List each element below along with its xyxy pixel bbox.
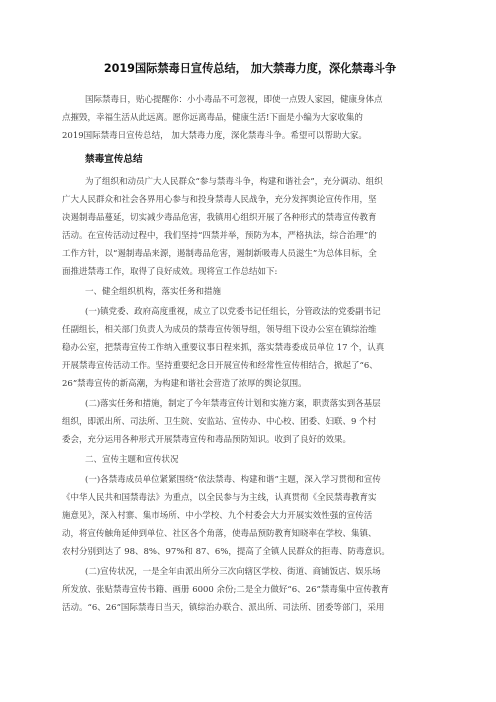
subheading-line: 二、宣传主题和宣传状况 <box>85 455 179 465</box>
paragraph-line: 决遏制毒品蔓延，切实减少毒品危害，我镇用心组织开展了各种形式的禁毒宣传教育 <box>62 213 377 223</box>
paragraph-line: 动，将宣传触角延伸到单位、社区各个角落，使毒品预防教育知晓率在学校、集镇、 <box>62 529 377 539</box>
subheading-line: 一、健全组织机构，落实任务和措施 <box>85 287 222 297</box>
paragraph-line: 《中华人民共和国禁毒法》为重点，以全民参与为主线，认真贯彻《全民禁毒教育实 <box>62 493 377 503</box>
section-heading: 禁毒宣传总结 <box>85 154 143 165</box>
paragraph-line: 广大人民群众和社会各界用心参与和投身禁毒人民战争，充分发挥舆论宣传作用，坚 <box>62 195 377 205</box>
paragraph-line: 为了组织和动员广大人民群众“参与禁毒斗争，构建和谐社会”，充分调动、组织 <box>85 177 383 187</box>
paragraph-line: (二)落实任务和措施，制定了今年禁毒宣传计划和实施方案，职责落实到各基层 <box>85 399 381 409</box>
paragraph-line: 所发放、张贴禁毒宣传书籍、画册 6000 余份;二是全力做好“6、26”禁毒集中宣传教育 <box>62 585 389 595</box>
paragraph-line: 组织，即派出所、司法所、卫生院、安监站、宣传办、中心校、团委、妇联、9 个村 <box>62 417 377 427</box>
paragraph-line: 开展禁毒宣传活动工作。坚持重要纪念日开展宣传和经常性宣传相结合，掀起了“6、 <box>62 361 378 371</box>
paragraph-line: (一)镇党委、政府高度重视，成立了以党委书记任组长，分管政法的党委副书记 <box>85 307 381 317</box>
paragraph-line: 工作方针，以“遏制毒品来源，遏制毒品危害，遏制新吸毒人员滋生”为总体目标，全 <box>62 249 377 259</box>
paragraph-line: (一)各禁毒成员单位紧紧围绕“依法禁毒、构建和谐”主题，深入学习贯彻和宣传 <box>85 475 381 485</box>
paragraph-line: (二)宣传状况，一是全年由派出所分三次向辖区学校、街道、商铺饭店、娱乐场 <box>85 567 381 577</box>
paragraph-line: 26”禁毒宣传的新高潮，为构建和谐社会营造了浓厚的舆论氛围。 <box>62 379 307 389</box>
paragraph-line: 农村分别到达了 98、8%、97%和 87、6%，提高了全镇人民群众的拒毒、防毒意识。 <box>62 547 390 557</box>
document-title: 2019国际禁毒日宣传总结， 加大禁毒力度，深化禁毒斗争 <box>103 62 397 75</box>
paragraph-line: 稳办公室，把禁毒宣传工作纳入重要议事日程来抓，落实禁毒委成员单位 17 个，认真 <box>62 343 385 353</box>
paragraph-line: 活动。“6、26”国际禁毒日当天，镇综治办联合、派出所、司法所、团委等部门，采用 <box>62 603 385 613</box>
paragraph-line: 任副组长，相关部门负责人为成员的禁毒宣传领导组，领导组下设办公室在镇综治维 <box>62 325 377 335</box>
intro-line: 点摧毁，幸福生活从此远离。愿你远离毒品，健康生活!下面是小编为大家收集的 <box>62 113 363 123</box>
paragraph-line: 面推进禁毒工作，取得了良好成效。现将宣工作总结如下: <box>62 267 278 277</box>
paragraph-line: 委会，充分运用各种形式开展禁毒宣传和毒品预防知识。收到了良好的效果。 <box>62 435 352 445</box>
paragraph-line: 活动。在宣传活动过程中，我们坚持“四禁并举，预防为本，严格执法，综合治理”的 <box>62 231 377 241</box>
paragraph-line: 施意见》，深入村寨、集市场所、中小学校、九个村委会大力开展实效性强的宣传活 <box>62 511 373 521</box>
intro-line: 国际禁毒日，贴心提醒你：小小毒品不可忽视，即使一点毁人家园，健康身体点 <box>85 95 383 105</box>
intro-line: 2019国际禁毒日宣传总结， 加大禁毒力度，深化禁毒斗争。希望可以帮助大家。 <box>62 131 367 141</box>
